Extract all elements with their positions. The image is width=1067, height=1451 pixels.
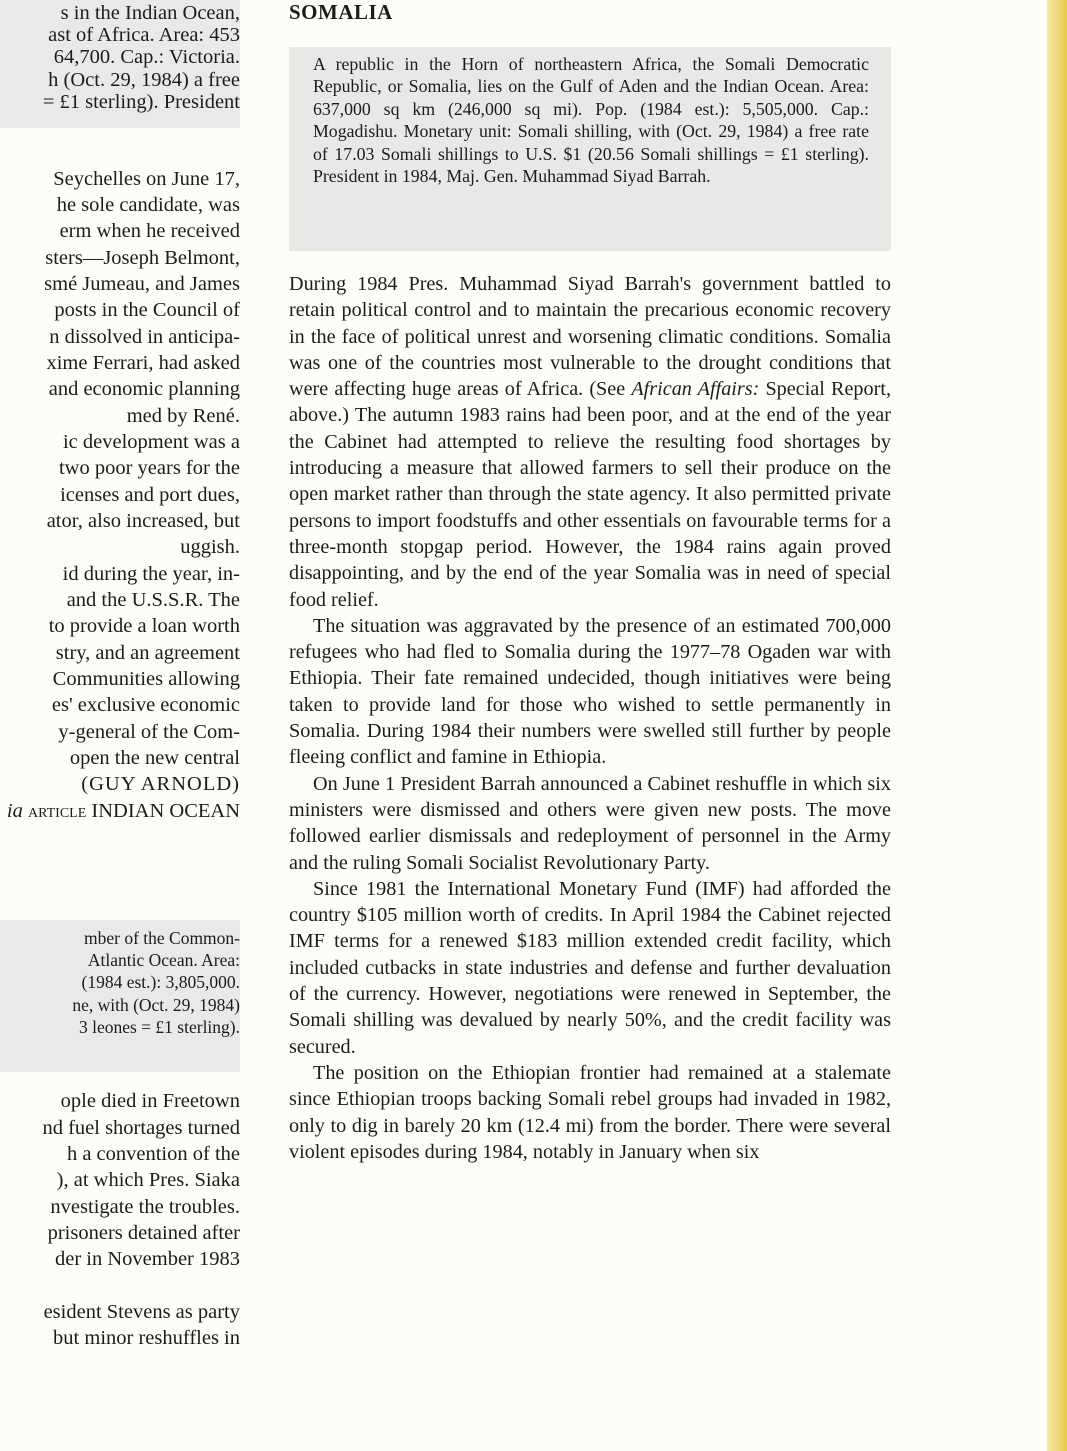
see-also-italic: ia [6, 800, 23, 822]
sierra-leone-text-line: der in November 1983 [54, 1248, 240, 1270]
sierra-leone-text-line: but minor reshuffles in [53, 1327, 240, 1349]
paragraph-4 [289, 876, 891, 1060]
sierra-leone-text-line: prisoners detained after [47, 1222, 240, 1244]
seychelles-text-line: open the new central [69, 747, 240, 769]
seychelles-text-line: posts in the Council of [54, 299, 240, 321]
paragraph-4-text-a: Since 1981 the International Monetary Fund ( [313, 877, 702, 900]
paragraph-1-text-a: During 1984 Pres. Muhammad Siyad Barrah's government battled to retain political control and to maintain the precarious economic recovery in the face of political unrest and worsening climatic conditions. Somalia was one of the countries most vulnerable to the drought conditions that were affecting huge areas of Africa. (See [289, 273, 891, 401]
see-also-text: article INDIAN OCEAN [22, 800, 240, 822]
paragraph-4-text-c: terms for a renewed $183 million extended credit facility, which included cutbacks in state industries and defense and further devaluation of the currency. However, negotiations were renewed in September, the Somali shilling was devalued by nearly 50%, and the credit facility was secured. [289, 930, 891, 1058]
cross-reference: African Affairs: [631, 378, 760, 401]
seychelles-text-line: sters—Joseph Belmont, [45, 247, 240, 269]
seychelles-text-line: Seychelles on June 17, [53, 168, 240, 190]
sierra-leone-box-line: ne, with (Oct. 29, 1984) [72, 995, 240, 1015]
seychelles-box-line: ast of Africa. Area: 453 [48, 24, 240, 46]
paragraph-2: The situation was aggravated by the presence of an estimated 700,000 refugees who had fled to Somalia during the 1977–78 Ogaden war with Ethiopia. Their fate remained undecided, though initiatives were being taken to provide land for those who wished to settle permanently in Somalia. During 1984 their numbers were swelled still further by people fleeing conflict and famine in Ethiopia. [289, 614, 891, 769]
sierra-leone-text-line: nd fuel shortages turned [42, 1117, 240, 1139]
seychelles-text-line: y-general of the Com- [58, 721, 240, 743]
left-column [0, 0, 242, 1451]
paragraph-1 [289, 271, 891, 613]
seychelles-text-line: id during the year, in- [62, 563, 240, 585]
sierra-leone-text-line: nvestigate the troubles. [50, 1196, 240, 1218]
seychelles-text-line: icenses and port dues, [60, 484, 240, 506]
author-credit: (GUY ARNOLD) [81, 773, 240, 795]
imf-abbreviation: IMF [701, 877, 738, 900]
sierra-leone-box-line: (1984 est.): 3,805,000. [81, 972, 240, 992]
sierra-leone-text-line: esident Stevens as party [43, 1301, 240, 1323]
somalia-info-box [289, 47, 891, 251]
sierra-leone-box-line: 3 leones = £1 sterling). [78, 1017, 240, 1037]
seychelles-box-line: h (Oct. 29, 1984) a free [48, 69, 240, 91]
seychelles-text-line: smé Jumeau, and James [44, 273, 240, 295]
section-heading: SOMALIA [289, 0, 393, 24]
seychelles-text-line: Communities allowing [52, 668, 240, 690]
sierra-leone-text-line: ), at which Pres. Siaka [56, 1169, 240, 1191]
page-edge-strip [1047, 0, 1067, 1451]
seychelles-text-line: and the U.S.S.R. The [66, 589, 240, 611]
seychelles-text-line: two poor years for the [58, 457, 240, 479]
seychelles-text-line: erm when he received [59, 220, 240, 242]
seychelles-text-line: he sole candidate, was [56, 194, 240, 216]
seychelles-text-line: xime Ferrari, had asked [46, 352, 240, 374]
seychelles-text-line: and economic planning [48, 378, 240, 400]
sierra-leone-box-line: mber of the Common- [83, 928, 240, 948]
seychelles-text-line: to provide a loan worth [48, 615, 240, 637]
seychelles-box-line: s in the Indian Ocean, [60, 2, 240, 24]
see-also-line [0, 798, 240, 824]
seychelles-text-line: stry, and an agreement [55, 642, 240, 664]
sierra-leone-text-line: h a convention of the [66, 1143, 240, 1165]
seychelles-text-line: ator, also increased, but [46, 510, 240, 532]
info-box-text: A republic in the Horn of northeastern Africa, the Somali Democratic Republic, or Somalia, lies on the Gulf of Aden and the Indian Ocean. Area: 637,000 sq km (246,000 sq mi). Pop. (1984 est.): 5,505,000. Cap.: Mogadishu. Monetary unit: Somali shilling, with (Oct. 29, 1984) a free rate of 17.03 Somali shillings to U.S. $1 (20.56 Somali shillings = £1 sterling). President in 1984, Maj. Gen. Muhammad Siyad Barrah. [313, 54, 869, 187]
seychelles-text-line: uggish. [180, 536, 240, 558]
sierra-leone-text-line: ople died in Freetown [60, 1090, 240, 1112]
paragraph-1-text-b: Special Report, above.) The autumn 1983 rains had been poor, and at the end of the year the Cabinet had attempted to relieve the resulting food shortages by introducing a measure that allowed farmers to sell their produce on the open market rather than through the state agency. It also permitted private persons to import foodstuffs and other essentials on favourable terms for a three-month stopgap period. However, the 1984 rains again proved disappointing, and by the end of the year Somalia was in need of special food relief. [289, 378, 891, 611]
seychelles-text-line: n dissolved in anticipa- [49, 326, 240, 348]
seychelles-text-line: es' exclusive economic [51, 694, 240, 716]
seychelles-box-line: = £1 sterling). President [42, 91, 240, 113]
sierra-leone-box-line: Atlantic Ocean. Area: [87, 950, 240, 970]
seychelles-text-line: med by René. [126, 405, 240, 427]
seychelles-text-line: ic development was a [62, 431, 240, 453]
article-body [289, 271, 891, 1165]
paragraph-4-text-b: ) had afforded the country $105 million worth of credits. In April 1984 the Cabinet rejected [289, 877, 891, 927]
paragraph-3: On June 1 President Barrah announced a Cabinet reshuffle in which six ministers were dismissed and others were given new posts. The move followed earlier dismissals and redeployment of personnel in the Army and the ruling Somali Socialist Revolutionary Party. [289, 772, 891, 874]
seychelles-box-line: 64,700. Cap.: Victoria. [53, 46, 240, 68]
imf-abbreviation: IMF [289, 930, 325, 953]
paragraph-5: The position on the Ethiopian frontier had remained at a stalemate since Ethiopian troops backing Somali rebel groups had invaded in 1982, only to dig in barely 20 km (12.4 mi) from the border. There were several violent episodes during 1984, notably in January when six [289, 1061, 891, 1163]
